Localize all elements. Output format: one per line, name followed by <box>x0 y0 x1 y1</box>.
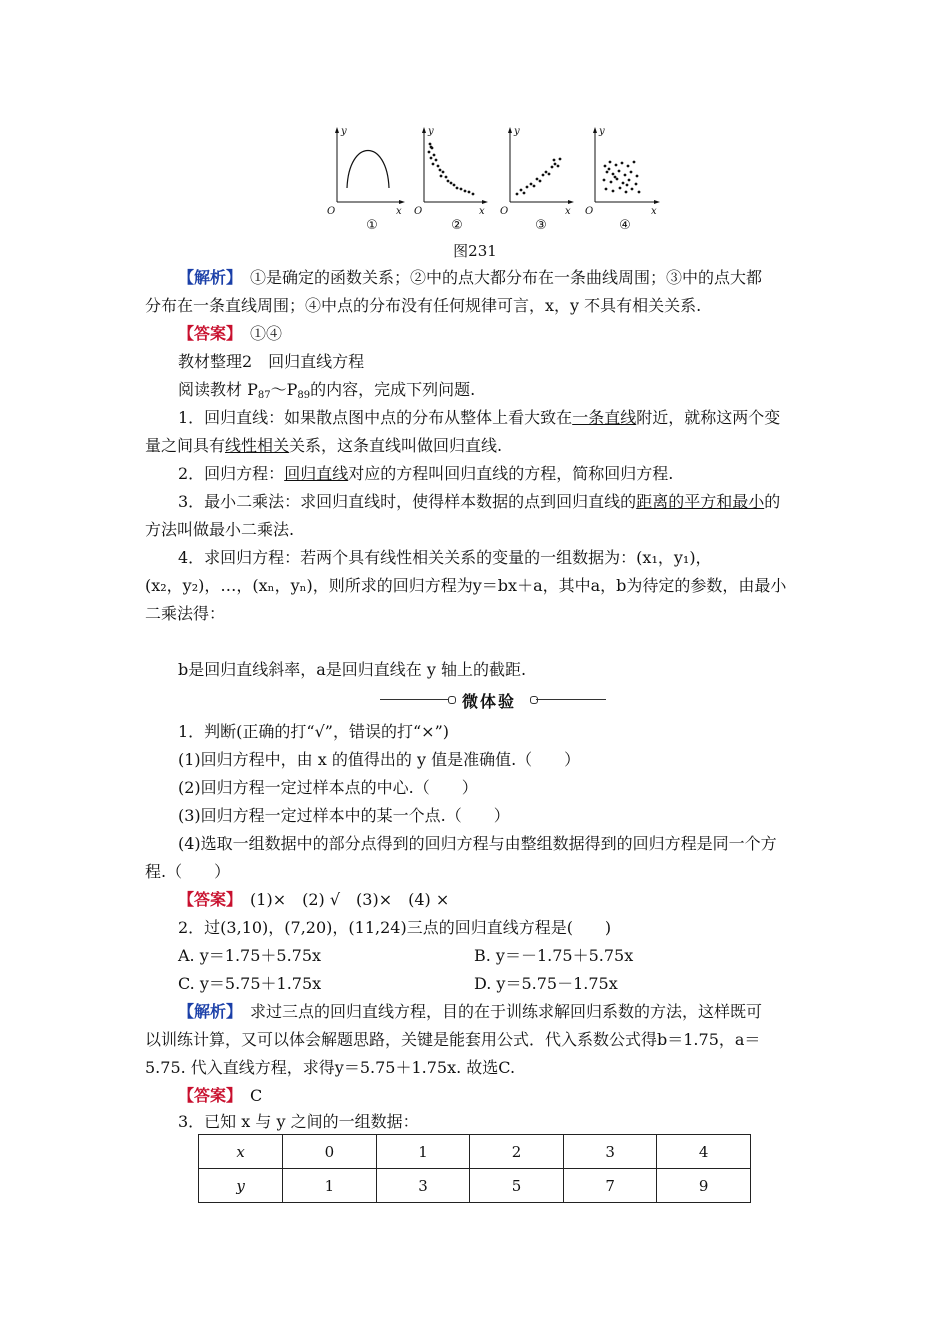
q1-s3: (3)回归方程一定过样本中的某一个点.（ ） <box>178 806 510 825</box>
item4-line3: 二乘法得： <box>145 604 226 623</box>
item1-line2: 量之间具有线性相关关系，这条直线叫做回归直线. <box>145 436 503 455</box>
divider-dot-right <box>530 696 538 704</box>
table-cell: 4 <box>657 1135 751 1169</box>
axis-x-label-1: x <box>396 206 402 217</box>
table-cell: 9 <box>657 1169 751 1203</box>
divider-label: 微体验 <box>462 692 517 711</box>
q1-answer: 【答案】 (1)× (2) √ (3)× (4) × <box>178 890 450 909</box>
item2: 2．回归方程：回归直线对应的方程叫回归直线的方程，简称回归方程. <box>178 464 674 483</box>
panel-label-2: ② <box>451 218 463 232</box>
section-divider <box>380 689 604 711</box>
data-table <box>198 1134 751 1203</box>
panel-label-4: ④ <box>619 218 631 232</box>
table-cell: 5 <box>470 1169 564 1203</box>
q1-s1: (1)回归方程中，由 x 的值得出的 y 值是准确值.（ ） <box>178 750 581 769</box>
axis-y-label-4: y <box>599 126 605 137</box>
answer1 <box>178 324 810 344</box>
origin-label-3: O <box>500 206 509 217</box>
table-cell: 7 <box>563 1169 657 1203</box>
item4-line1: 4．求回归方程：若两个具有线性相关关系的变量的一组数据为：(x₁，y₁)， <box>178 548 712 567</box>
divider-line-right <box>536 699 606 700</box>
panel-1 <box>335 127 405 204</box>
q1-s4b: 程.（ ） <box>145 862 231 881</box>
divider-dot-left <box>448 696 456 704</box>
item4-line2: (x₂，y₂)，…，(xₙ，yₙ)，则所求的回归方程为y＝bx＋a，其中a，b为待定的参数，由最小 <box>145 576 787 595</box>
answer-tag: 【答案】 <box>178 324 235 343</box>
answer-tag: 【答案】 <box>178 890 235 909</box>
scatter-figure <box>327 122 667 232</box>
answer-tag: 【答案】 <box>178 1086 235 1105</box>
q2-option-a: A. y＝1.75＋5.75x <box>178 946 322 965</box>
item3-line1: 3．最小二乘法：求回归直线时，使得样本数据的点到回归直线的距离的平方和最小的 <box>178 492 781 511</box>
figure-caption: 图231 <box>453 242 497 260</box>
axis-y-label-2: y <box>428 126 434 137</box>
q2-option-d: D. y＝5.75－1.75x <box>474 974 618 993</box>
table-cell: 1 <box>283 1169 377 1203</box>
analysis1-line1 <box>178 268 810 288</box>
axis-x-label-2: x <box>479 206 485 217</box>
panel-3 <box>508 127 574 204</box>
q2-option-b: B. y＝－1.75＋5.75x <box>474 946 634 965</box>
table-cell: 2 <box>470 1135 564 1169</box>
q2-analysis-line3: 5.75. 代入直线方程，求得y＝5.75＋1.75x. 故选C. <box>145 1058 516 1077</box>
table-cell: 0 <box>283 1135 377 1169</box>
table-row <box>199 1169 751 1203</box>
item4-line4: b是回归直线斜率，a是回归直线在 y 轴上的截距. <box>178 660 527 679</box>
q2-analysis-line2: 以训练计算，又可以体会解题思路，关键是能套用公式．代入系数公式得b＝1.75，a＝ <box>145 1030 761 1049</box>
panel-2 <box>422 127 488 204</box>
analysis1-line2: 分布在一条直线周围；④中点的分布没有任何规律可言，x，y 不具有相关关系. <box>145 296 702 315</box>
table-cell: 3 <box>563 1135 657 1169</box>
divider-line-left <box>380 699 450 700</box>
analysis1-text1: ①是确定的函数关系；②中的点大都分布在一条曲线周围；③中的点大都 <box>250 268 763 287</box>
origin-label-2: O <box>414 206 423 217</box>
table-cell: x <box>199 1135 283 1169</box>
q1-s4a: (4)选取一组数据中的部分点得到的回归方程与由整组数据得到的回归方程是同一个方 <box>178 834 777 853</box>
table-cell: 3 <box>376 1169 470 1203</box>
q1-s2: (2)回归方程一定过样本点的中心.（ ） <box>178 778 478 797</box>
origin-label-1: O <box>327 206 336 217</box>
section-title: 教材整理2 回归直线方程 <box>178 352 365 371</box>
item1-line1: 1．回归直线：如果散点图中点的分布从整体上看大致在一条直线附近，就称这两个变 <box>178 408 781 427</box>
q2-option-c: C. y＝5.75＋1.75x <box>178 974 322 993</box>
axis-x-label-3: x <box>565 206 571 217</box>
table-cell: y <box>199 1169 283 1203</box>
q3-stem: 3．已知 x 与 y 之间的一组数据： <box>178 1112 419 1131</box>
q2-answer: 【答案】 C <box>178 1086 263 1105</box>
table-row <box>199 1135 751 1169</box>
axis-y-label-1: y <box>341 126 347 137</box>
item3-line2: 方法叫做最小二乘法. <box>145 520 295 539</box>
origin-label-4: O <box>585 206 594 217</box>
table-cell: 1 <box>376 1135 470 1169</box>
panel-4 <box>593 127 660 204</box>
panel-label-3: ③ <box>535 218 547 232</box>
analysis-tag: 【解析】 <box>178 268 235 287</box>
section-intro: 阅读教材 $P_{87}\sim P_{89}$的内容，完成下列问题. <box>178 380 476 401</box>
answer1-value: ①④ <box>250 324 283 343</box>
panel-label-1: ① <box>366 218 378 232</box>
axis-x-label-4: x <box>651 206 657 217</box>
q2-stem: 2．过(3,10)，(7,20)，(11,24)三点的回归直线方程是( ) <box>178 918 612 937</box>
axis-y-label-3: y <box>514 126 520 137</box>
q1-stem: 1．判断(正确的打“√”，错误的打“×”) <box>178 722 449 741</box>
q2-analysis-line1: 【解析】 求过三点的回归直线方程，目的在于训练求解回归系数的方法，这样既可 <box>178 1002 763 1021</box>
analysis-tag: 【解析】 <box>178 1002 235 1021</box>
